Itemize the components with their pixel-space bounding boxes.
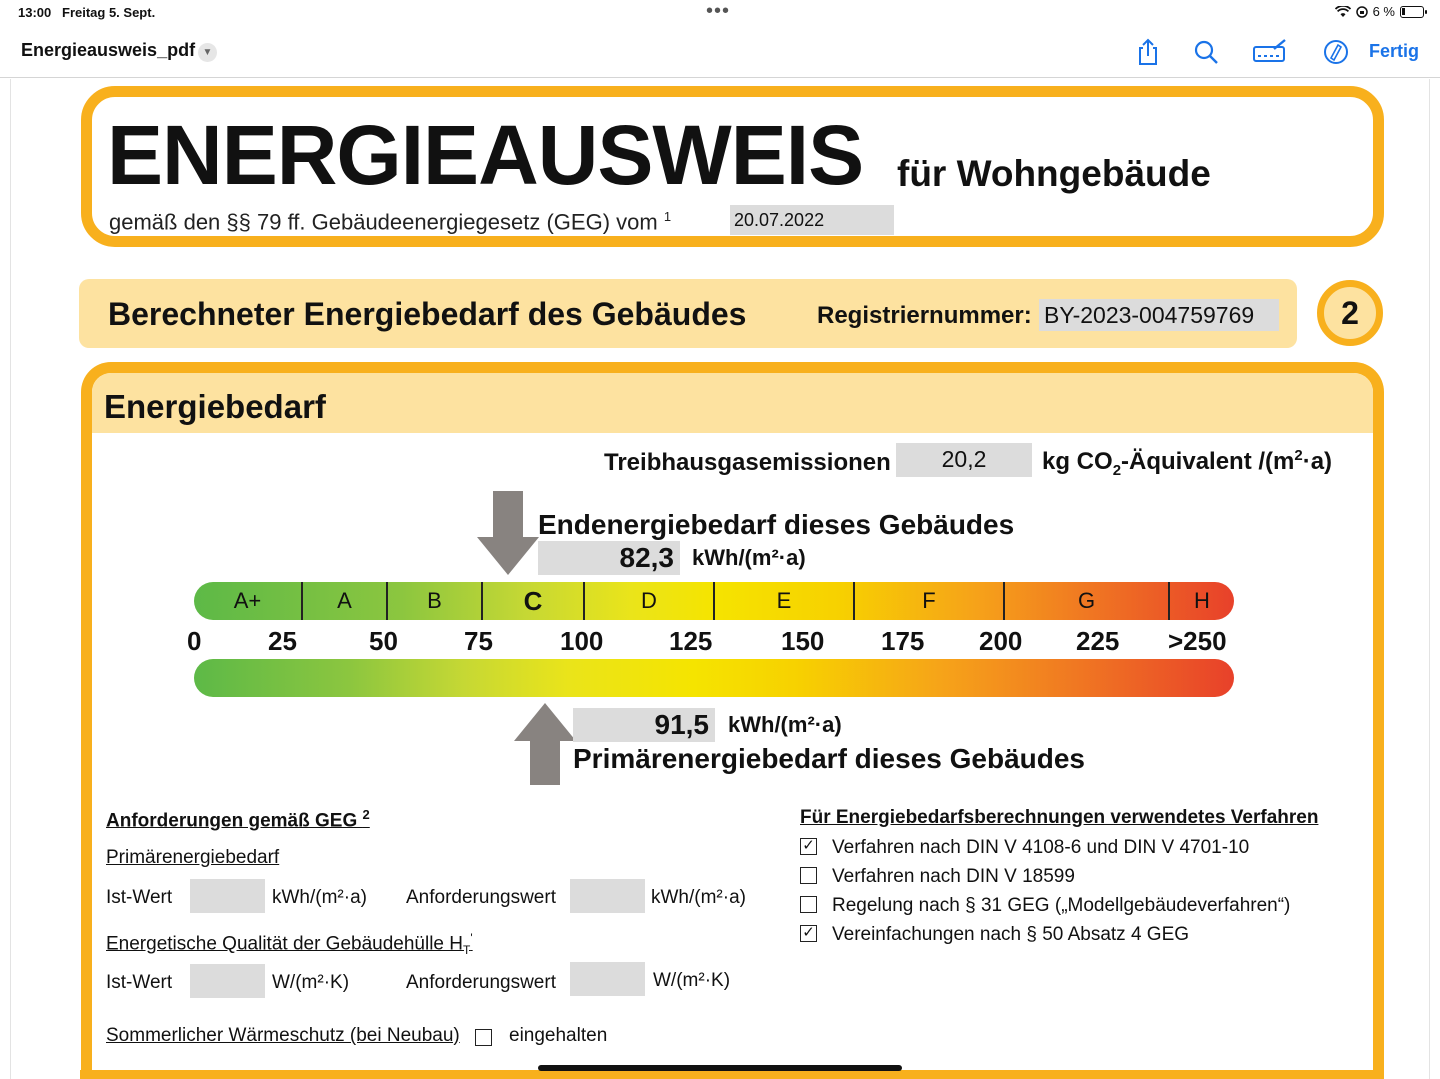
- page-number-badge: 2: [1317, 280, 1383, 346]
- primary-requirement-field[interactable]: [570, 879, 645, 913]
- primary-energy-unit: kWh/(m²·a): [728, 712, 842, 737]
- procedure-label: Regelung nach § 31 GEG („Modellgebäudeverfahren“): [832, 895, 1291, 916]
- legal-basis: gemäß den §§ 79 ff. Gebäudeenergiegesetz (GEG) vom $^1$: [109, 209, 672, 235]
- procedure-checkbox[interactable]: [800, 896, 817, 913]
- envelope-ist-field[interactable]: [190, 964, 265, 998]
- envelope-requirement-field[interactable]: [570, 962, 645, 996]
- primary-energy-label: Primärenergiebedarf dieses Gebäudes: [573, 743, 1085, 774]
- primary-ist-field[interactable]: [190, 879, 265, 913]
- class-label: H: [1194, 588, 1210, 613]
- procedure-label: Verfahren nach DIN V 4108-6 und DIN V 4701-10: [832, 837, 1250, 858]
- energy-heading-bar: [92, 373, 1373, 433]
- date-field[interactable]: 20.07.2022: [730, 205, 894, 235]
- end-energy-label: Endenergiebedarf dieses Gebäudes: [538, 509, 1015, 540]
- unit-label: kWh/(m²·a): [272, 887, 367, 908]
- efficiency-class-scale: [194, 582, 1234, 620]
- next-section-border: [80, 1070, 1384, 1079]
- scale-tick: 150: [781, 626, 825, 656]
- ghg-value-field[interactable]: 20,2: [896, 443, 1032, 477]
- ist-wert-label: Ist-Wert: [106, 887, 173, 908]
- class-label: F: [922, 588, 936, 613]
- summer-check-label: eingehalten: [509, 1025, 608, 1046]
- class-label-active: C: [523, 586, 543, 616]
- registration-label: Registriernummer:: [817, 302, 1032, 329]
- home-indicator[interactable]: [538, 1065, 902, 1071]
- search-icon[interactable]: [1191, 37, 1221, 67]
- requirements-title: Anforderungen gemäß GEG $^2$: [106, 807, 370, 832]
- done-button[interactable]: Fertig: [1369, 41, 1420, 61]
- header-box: [81, 86, 1384, 247]
- end-energy-unit: kWh/(m²·a): [692, 545, 806, 570]
- energy-demand-box: [81, 362, 1384, 1079]
- unit-label: kWh/(m²·a): [651, 887, 746, 908]
- primary-energy-arrow-icon: [514, 703, 576, 785]
- status-date: Freitag 5. Sept.: [62, 5, 156, 20]
- section-title: Berechneter Energiebedarf des Gebäudes: [108, 296, 747, 332]
- scale-tick: 50: [369, 626, 398, 656]
- ghg-unit: kg $CO_2$-Äquivalent $/(m^2\cdot a)$: [1042, 447, 1333, 479]
- envelope-quality-label: Energetische Qualität der Gebäudehülle $H_T'$: [106, 931, 473, 958]
- registration-number-field[interactable]: BY-2023-004759769: [1039, 299, 1279, 331]
- ist-wert-label: Ist-Wert: [106, 972, 173, 993]
- end-energy-value-field[interactable]: 82,3: [538, 541, 680, 575]
- end-energy-arrow-icon: [477, 491, 539, 575]
- title-suffix: für Wohngebäude: [897, 153, 1211, 194]
- energy-heading: Energiebedarf: [104, 388, 326, 425]
- scale-tick: 25: [268, 626, 297, 656]
- pdf-page[interactable]: [10, 79, 1430, 1079]
- class-label: A: [337, 588, 352, 613]
- page-title: ENERGIEAUSWEIS: [107, 108, 864, 202]
- energy-gradient-bar: [194, 659, 1234, 697]
- wifi-icon: [1335, 6, 1351, 18]
- toolbar: [0, 26, 1440, 78]
- class-label: E: [776, 588, 792, 613]
- share-icon[interactable]: [1133, 37, 1163, 67]
- scale-tick: 125: [669, 626, 713, 656]
- document-title[interactable]: Energieausweis_pdf: [21, 40, 196, 60]
- battery-icon: [1400, 6, 1424, 18]
- battery-percent: 6 %: [1372, 4, 1395, 19]
- procedure-checkbox[interactable]: [800, 867, 817, 884]
- scale-tick: 75: [464, 626, 493, 656]
- status-time: 13:00: [18, 5, 52, 20]
- status-indicators: [1335, 4, 1424, 19]
- scale-tick: 175: [881, 626, 925, 656]
- markup-icon[interactable]: [1252, 37, 1288, 67]
- orientation-lock-icon: [1356, 6, 1368, 18]
- scale-tick: 200: [979, 626, 1023, 656]
- class-label: B: [427, 588, 442, 613]
- procedure-checkbox-checked[interactable]: ✓: [800, 838, 817, 855]
- unit-label: W/(m²·K): [272, 972, 350, 993]
- unit-label: W/(m²·K): [653, 970, 731, 991]
- ghg-label: Treibhausgasemissionen: [604, 449, 891, 476]
- section-banner: [79, 279, 1297, 348]
- procedures-title: Für Energiebedarfsberechnungen verwendetes Verfahren: [800, 807, 1319, 828]
- class-label: D: [641, 588, 657, 613]
- multitasking-dots-icon[interactable]: •••: [706, 0, 731, 22]
- procedure-label: Verfahren nach DIN V 18599: [832, 866, 1075, 887]
- summer-protection-checkbox[interactable]: [475, 1029, 492, 1046]
- procedure-label: Vereinfachungen nach § 50 Absatz 4 GEG: [832, 924, 1190, 945]
- status-bar: [0, 0, 1440, 26]
- summer-protection-label: Sommerlicher Wärmeschutz (bei Neubau): [106, 1025, 460, 1046]
- procedure-checkbox-checked[interactable]: ✓: [800, 925, 817, 942]
- anforderungswert-label: Anforderungswert: [406, 972, 556, 993]
- class-label: A+: [233, 588, 262, 613]
- scale-tick: 100: [560, 626, 604, 656]
- scale-tick: 225: [1076, 626, 1120, 656]
- primary-demand-label: Primärenergiebedarf: [106, 847, 280, 868]
- annotate-icon[interactable]: [1321, 37, 1351, 67]
- scale-tick: >250: [1168, 626, 1227, 656]
- scale-tick: 0: [187, 626, 202, 656]
- chevron-down-icon[interactable]: ▼: [198, 43, 217, 62]
- anforderungswert-label: Anforderungswert: [406, 887, 556, 908]
- primary-energy-value-field[interactable]: 91,5: [573, 708, 715, 742]
- class-label: G: [1077, 588, 1096, 613]
